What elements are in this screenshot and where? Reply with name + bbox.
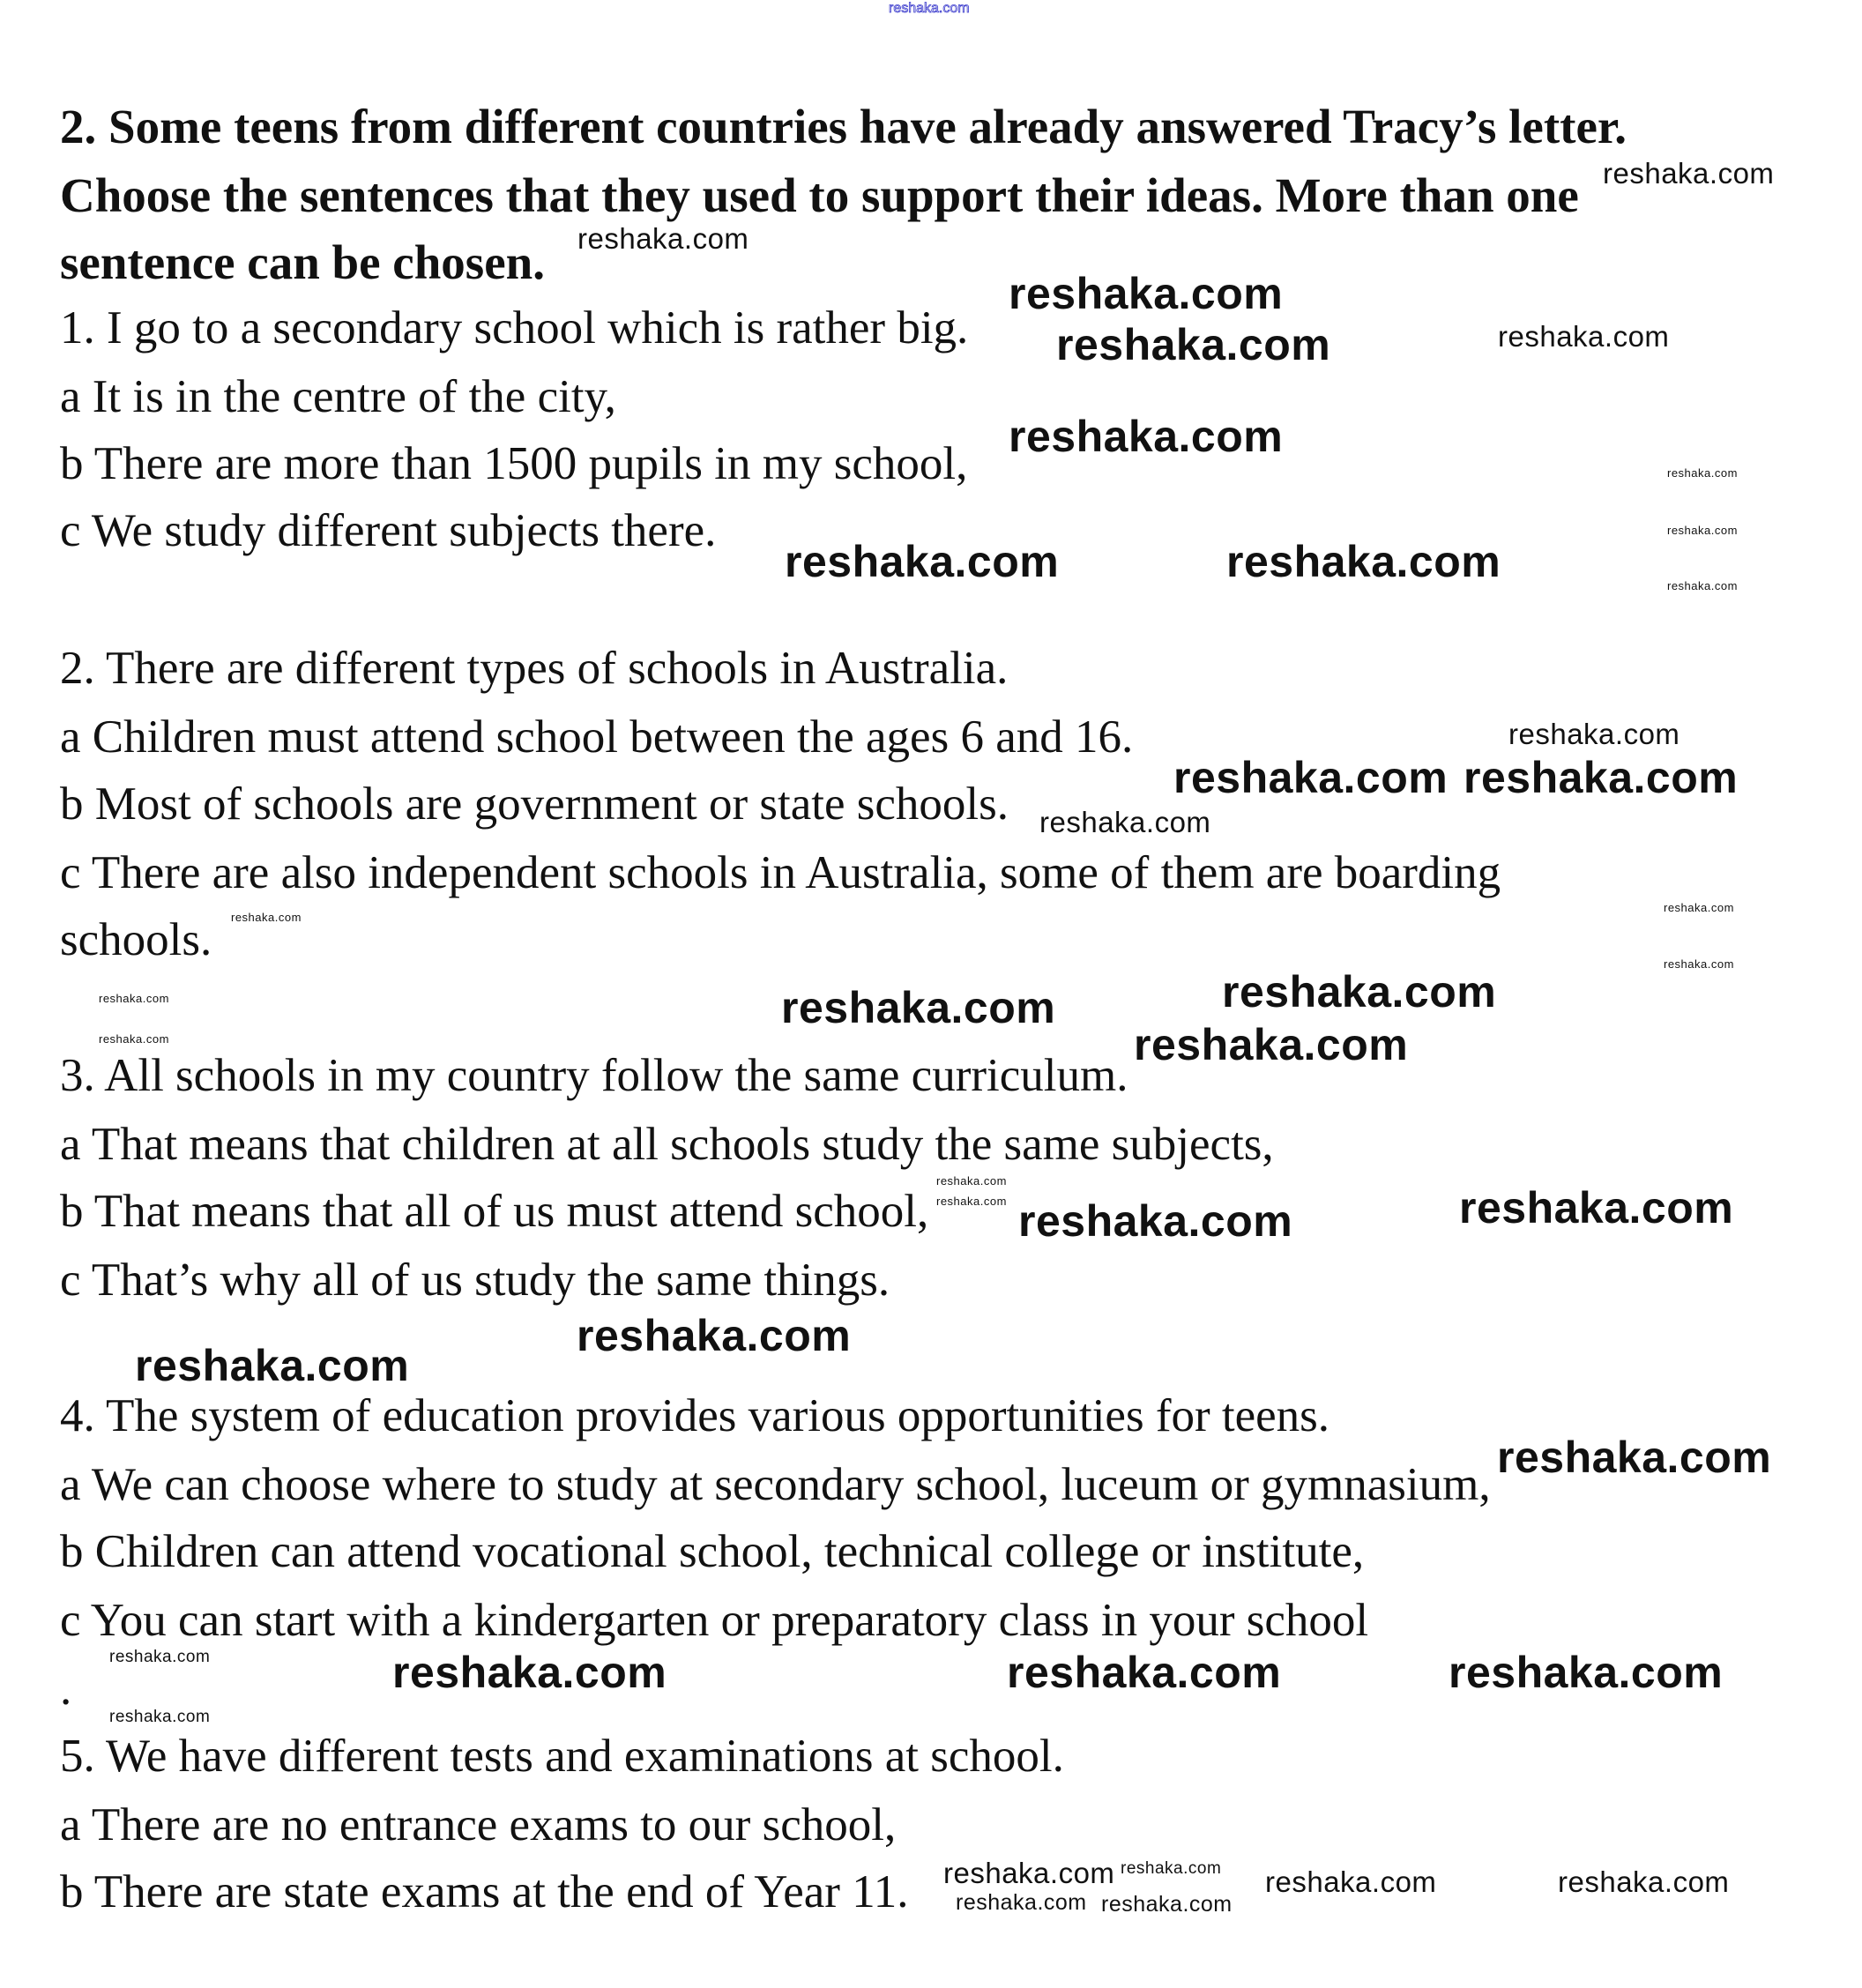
- watermark-text: reshaka.com: [1101, 1892, 1233, 1917]
- option-line: c We study different subjects there.: [60, 505, 717, 556]
- watermark-text: reshaka.com: [135, 1341, 410, 1390]
- watermark-text: reshaka.com: [99, 1032, 169, 1046]
- watermark-text: reshaka.com: [1603, 157, 1775, 190]
- watermark-text: reshaka.com: [1222, 967, 1497, 1016]
- watermark-text: reshaka.com: [109, 1648, 211, 1666]
- statement-line: 3. All schools in my country follow the same curriculum.: [60, 1050, 1128, 1101]
- statement-line: 1. I go to a secondary school which is rather big.: [60, 302, 969, 354]
- watermark-text: reshaka.com: [1498, 320, 1670, 353]
- option-line: c That’s why all of us study the same things.: [60, 1255, 890, 1306]
- watermark-text: reshaka.com: [1449, 1648, 1724, 1697]
- option-line: b Most of schools are government or state schools.: [60, 778, 1009, 830]
- watermark-text: reshaka.com: [1009, 269, 1284, 318]
- watermark-text: reshaka.com: [956, 1890, 1087, 1915]
- option-line: a It is in the centre of the city,: [60, 371, 616, 422]
- option-line: b Children can attend vocational school, technical college or institute,: [60, 1526, 1365, 1577]
- watermark-text: reshaka.com: [1265, 1865, 1437, 1898]
- watermark-text: reshaka.com: [1464, 753, 1739, 802]
- exercise-title-line: sentence can be chosen.: [60, 235, 545, 289]
- watermark-text: reshaka.com: [1667, 466, 1738, 480]
- option-line: b There are more than 1500 pupils in my school,: [60, 438, 968, 489]
- header-watermark: reshaka.com: [889, 1, 970, 16]
- watermark-text: reshaka.com: [1007, 1648, 1282, 1697]
- watermark-text: reshaka.com: [1508, 718, 1680, 750]
- watermark-text: reshaka.com: [1558, 1865, 1730, 1898]
- statement-line: 2. There are different types of schools in Australia.: [60, 643, 1009, 694]
- watermark-text: reshaka.com: [943, 1857, 1115, 1889]
- option-line: .: [60, 1664, 72, 1715]
- watermark-text: reshaka.com: [1226, 537, 1501, 586]
- watermark-text: reshaka.com: [1018, 1196, 1293, 1246]
- watermark-text: reshaka.com: [1667, 524, 1738, 537]
- watermark-text: reshaka.com: [1009, 412, 1284, 461]
- watermark-text: reshaka.com: [936, 1174, 1007, 1188]
- option-line: b There are state exams at the end of Year 11.: [60, 1866, 909, 1917]
- watermark-text: reshaka.com: [1497, 1433, 1772, 1482]
- watermark-text: reshaka.com: [1039, 806, 1211, 838]
- option-line: c You can start with a kindergarten or preparatory class in your school: [60, 1595, 1369, 1646]
- watermark-text: reshaka.com: [392, 1648, 667, 1697]
- option-line: a That means that children at all schools study the same subjects,: [60, 1119, 1274, 1170]
- option-line: a Children must attend school between the ages 6 and 16.: [60, 711, 1134, 763]
- option-line: c There are also independent schools in Australia, some of them are boarding: [60, 847, 1501, 898]
- watermark-text: reshaka.com: [1667, 579, 1738, 592]
- watermark-text: reshaka.com: [1459, 1183, 1734, 1232]
- watermark-text: reshaka.com: [1664, 901, 1734, 914]
- watermark-text: reshaka.com: [109, 1708, 211, 1726]
- watermark-text: reshaka.com: [1121, 1859, 1222, 1878]
- option-line: a There are no entrance exams to our school,: [60, 1799, 897, 1850]
- watermark-text: reshaka.com: [1173, 753, 1449, 802]
- watermark-text: reshaka.com: [1134, 1020, 1409, 1069]
- watermark-text: reshaka.com: [577, 1311, 852, 1360]
- statement-line: 5. We have different tests and examinations at school.: [60, 1731, 1064, 1782]
- option-line: b That means that all of us must attend school,: [60, 1186, 929, 1237]
- watermark-text: reshaka.com: [936, 1195, 1007, 1208]
- watermark-text: reshaka.com: [781, 983, 1056, 1032]
- watermark-text: reshaka.com: [1056, 320, 1331, 369]
- watermark-text: reshaka.com: [231, 911, 302, 924]
- option-line: a We can choose where to study at secondary school, luceum or gymnasium,: [60, 1459, 1491, 1510]
- option-line: schools.: [60, 914, 212, 965]
- watermark-text: reshaka.com: [1664, 957, 1734, 971]
- statement-line: 4. The system of education provides various opportunities for teens.: [60, 1390, 1330, 1441]
- watermark-text: reshaka.com: [577, 222, 749, 255]
- exercise-title-line: Choose the sentences that they used to support their ideas. More than one: [60, 168, 1579, 222]
- watermark-text: reshaka.com: [785, 537, 1060, 586]
- watermark-text: reshaka.com: [99, 992, 169, 1005]
- exercise-title-line: 2. Some teens from different countries have already answered Tracy’s letter.: [60, 100, 1627, 153]
